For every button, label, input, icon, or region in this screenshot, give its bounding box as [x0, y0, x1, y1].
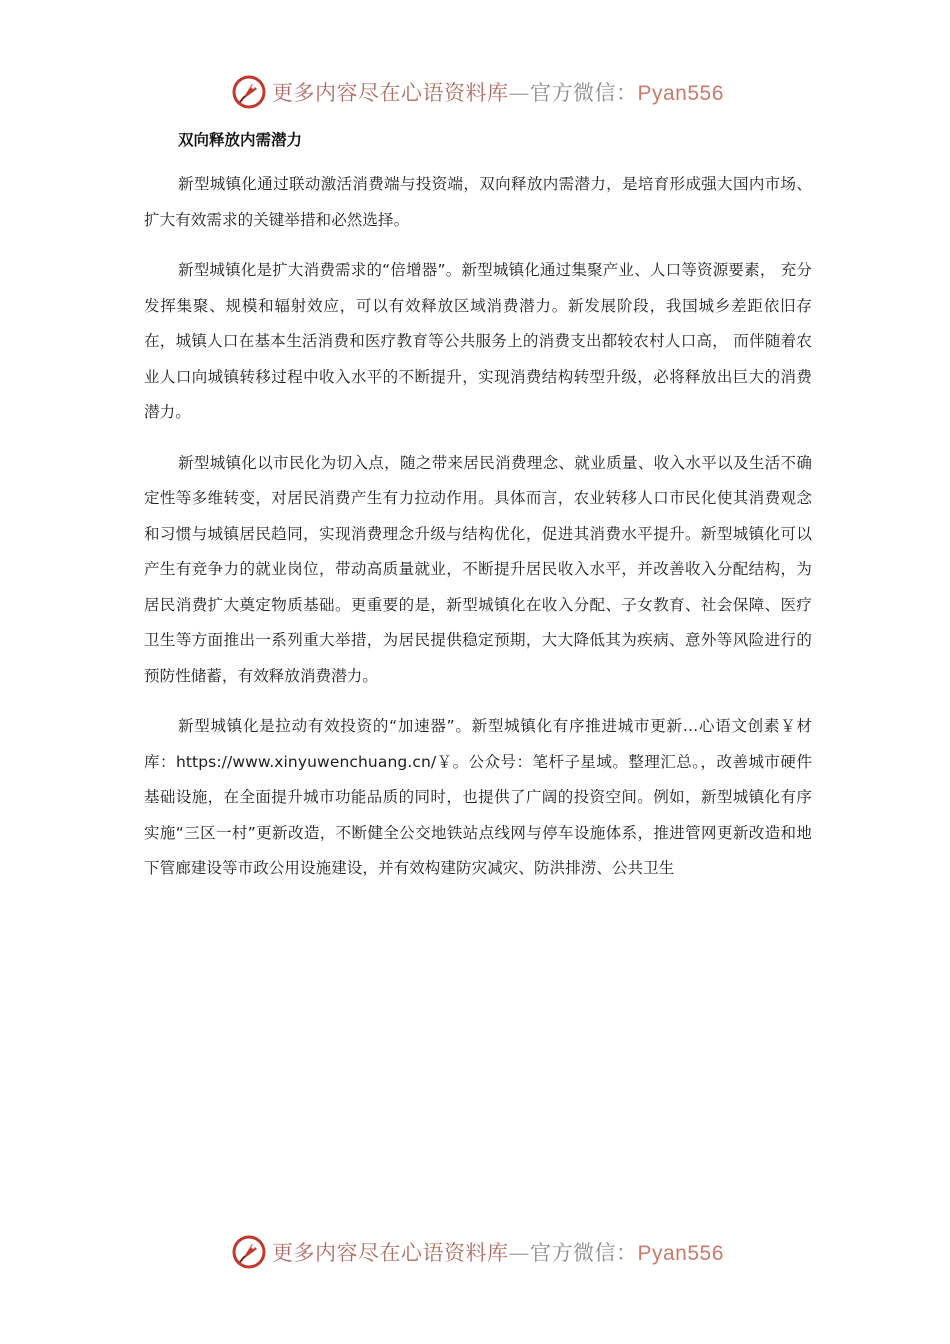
banner-wechat-id: Pyan556: [637, 1242, 724, 1265]
banner-wechat-id: Pyan556: [637, 82, 724, 105]
header-banner: [232, 72, 752, 112]
paragraph-2: 新型城镇化是扩大消费需求的“倍增器”。新型城镇化通过集聚产业、人口等资源要素， 充分发挥集聚、规模和辐射效应，可以有效释放区域消费潜力。新发展阶段，我国城乡差距依旧存在，城镇人口在基本生活消费和医疗教育等公共服务上的消费支出都较农村人口高， 而伴随着农业人口向城镇转移过程中收入水平的不断提升，实现消费结构转型升级，必将释放出巨大的消费潜力。: [144, 261, 812, 421]
banner-text: [272, 77, 724, 107]
footer-banner: [232, 1232, 752, 1272]
document-body: [144, 127, 812, 902]
banner-wechat-label: 官方微信：: [530, 1241, 638, 1265]
banner-dash: —: [508, 1241, 530, 1265]
banner-main-text: 更多内容尽在心语资料库: [272, 1241, 509, 1265]
banner-text: [272, 1237, 724, 1267]
paragraph-1: 新型城镇化通过联动激活消费端与投资端，双向释放内需潜力，是培育形成强大国内市场、扩大有效需求的关键举措和必然选择。: [144, 175, 812, 229]
banner-dash: —: [508, 81, 530, 105]
banner-main-text: 更多内容尽在心语资料库: [272, 81, 509, 105]
section-heading: 双向释放内需潜力: [178, 131, 303, 149]
pen-nib-logo-icon: [232, 75, 266, 109]
paragraph-3: 新型城镇化以市民化为切入点，随之带来居民消费理念、就业质量、收入水平以及生活不确定性等多维转变，对居民消费产生有力拉动作用。具体而言，农业转移人口市民化使其消费观念和习惯与城镇居民趋同，实现消费理念升级与结构优化，促进其消费水平提升。新型城镇化可以产生有竞争力的就业岗位，带动高质量就业，不断提升居民收入水平，并改善收入分配结构，为居民消费扩大奠定物质基础。更重要的是，新型城镇化在收入分配、子女教育、社会保障、医疗卫生等方面推出一系列重大举措，为居民提供稳定预期，大大降低其为疾病、意外等风险进行的预防性储蓄，有效释放消费潜力。: [144, 453, 812, 685]
banner-wechat-label: 官方微信：: [530, 81, 638, 105]
paragraph-4: 新型城镇化是拉动有效投资的“加速器”。新型城镇化有序推进城市更新…心语文创素￥材库：https://www.xinyuwenchuang.cn/￥。公众号：笔杆子星域。整理汇总。，改善城市硬件基础设施，在全面提升城市功能品质的同时，也提供了广阔的投资空间。例如，新型城镇化有序实施“三区一村”更新改造，不断健全公交地铁站点线网与停车设施体系，推进管网更新改造和地下管廊建设等市政公用设施建设，并有效构建防灾减灾、防洪排涝、公共卫生: [144, 717, 812, 877]
pen-nib-logo-icon: [232, 1235, 266, 1269]
